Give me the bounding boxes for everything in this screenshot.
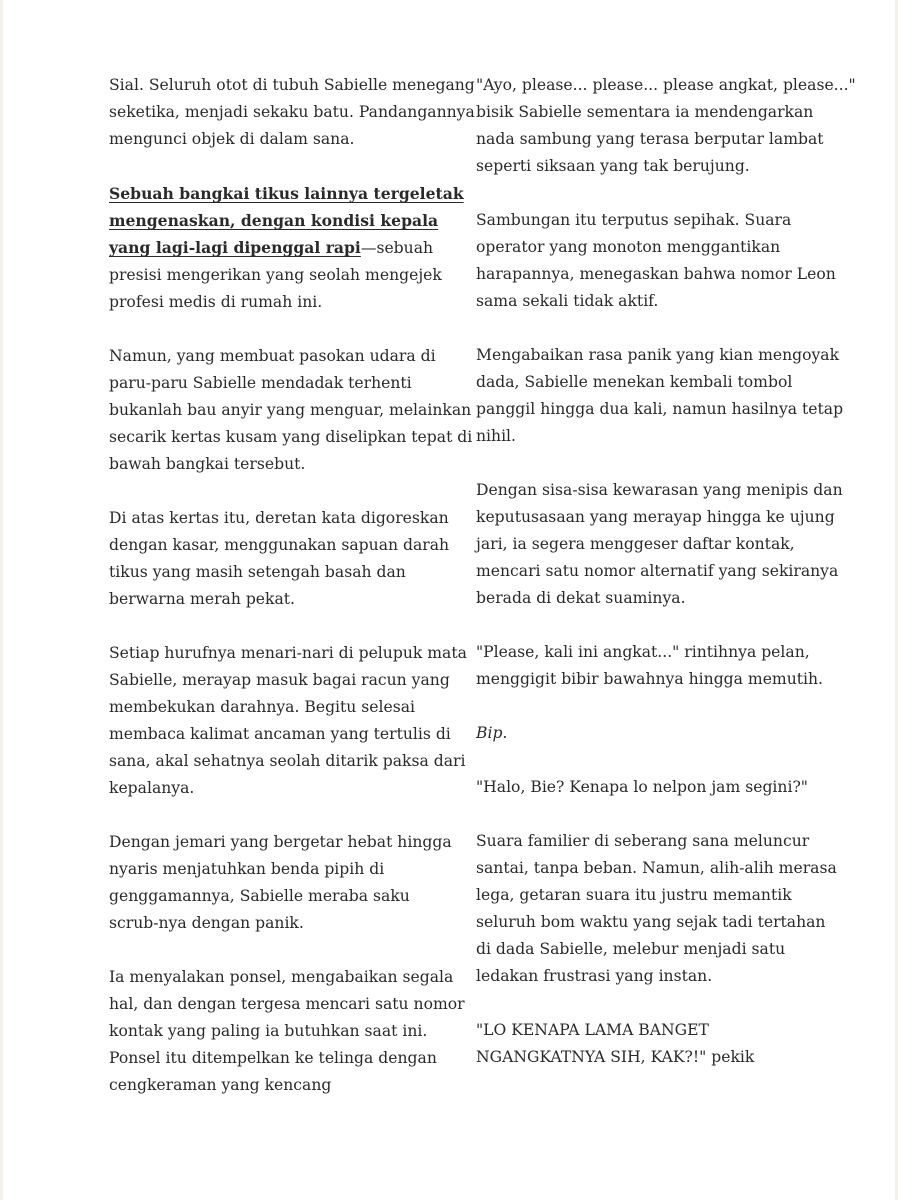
paragraph: [476, 828, 837, 990]
text-fragment: —sebuah: [360, 239, 434, 257]
text-line: sama sekali tidak aktif.: [476, 292, 659, 310]
text-line: panggil hingga dua kali, namun hasilnya tetap: [476, 400, 844, 418]
text-line: Setiap hurufnya menari-nari di pelupuk mata: [109, 644, 467, 662]
text-line: menggigit bibir bawahnya hingga memutih.: [476, 670, 824, 688]
text-line: harapannya, menegaskan bahwa nomor Leon: [476, 265, 836, 283]
paragraph: [476, 639, 824, 693]
text-line: bisik Sabielle sementara ia mendengarkan: [476, 103, 814, 121]
text-line: profesi medis di rumah ini.: [109, 293, 323, 311]
left-column: [109, 72, 475, 1126]
text-line: Sial. Seluruh otot di tubuh Sabielle menegang: [109, 76, 475, 94]
text-line: Suara familier di seberang sana meluncur: [476, 832, 810, 850]
paragraph: [109, 829, 452, 937]
paragraph: [109, 180, 464, 316]
text-line: lega, getaran suara itu justru memantik: [476, 886, 792, 904]
text-line: Dengan jemari yang bergetar hebat hingga: [109, 833, 452, 851]
text-line: seketika, menjadi sekaku batu. Pandangannya: [109, 103, 475, 121]
text-line: mengunci objek di dalam sana.: [109, 130, 355, 148]
text-line: jari, ia segera menggeser daftar kontak,: [476, 535, 795, 553]
text-line: ledakan frustrasi yang instan.: [476, 967, 713, 985]
emphasized-text: yang lagi-lagi dipenggal rapi: [109, 238, 361, 257]
paragraph: [476, 342, 844, 450]
text-line: Namun, yang membuat pasokan udara di: [109, 347, 436, 365]
paragraph: [109, 505, 450, 613]
text-line: seluruh bom waktu yang sejak tadi tertahan: [476, 913, 826, 931]
italic-text-line: Bip.: [476, 724, 508, 742]
document-page: [3, 0, 895, 1200]
text-line: membaca kalimat ancaman yang tertulis di: [109, 725, 451, 743]
text-line: tikus yang masih setengah basah dan: [109, 563, 406, 581]
text-line: "Halo, Bie? Kenapa lo nelpon jam segini?": [476, 778, 808, 796]
text-line: dengan kasar, menggunakan sapuan darah: [109, 536, 450, 554]
text-line: seperti siksaan yang tak berujung.: [476, 157, 750, 175]
text-line: membekukan darahnya. Begitu selesai: [109, 698, 416, 716]
text-line: Dengan sisa-sisa kewarasan yang menipis dan: [476, 481, 843, 499]
text-line: secarik kertas kusam yang diselipkan tepat di: [109, 428, 473, 446]
text-line: paru-paru Sabielle mendadak terhenti: [109, 374, 412, 392]
text-line: nada sambung yang terasa berputar lambat: [476, 130, 824, 148]
paragraph: [476, 720, 801, 747]
text-line: Ponsel itu ditempelkan ke telinga dengan: [109, 1049, 437, 1067]
paragraph: [476, 1017, 801, 1071]
text-line: bawah bangkai tersebut.: [109, 455, 306, 473]
text-line: presisi mengerikan yang seolah mengejek: [109, 266, 442, 284]
text-line: nihil.: [476, 427, 517, 445]
text-line: Sambungan itu terputus sepihak. Suara: [476, 211, 792, 229]
text-line: keputusasaan yang merayap hingga ke ujung: [476, 508, 835, 526]
paragraph: [476, 207, 836, 315]
text-line: santai, tanpa beban. Namun, alih-alih merasa: [476, 859, 837, 877]
paragraph: [109, 640, 467, 802]
emphasized-text-line: mengenaskan, dengan kondisi kepala: [109, 211, 439, 230]
text-line: berada di dekat suaminya.: [476, 589, 686, 607]
text-line: sana, akal sehatnya seolah ditarik paksa dari: [109, 752, 466, 770]
text-line: "Ayo, please... please... please angkat, please...": [476, 76, 856, 94]
text-line: mencari satu nomor alternatif yang sekiranya: [476, 562, 839, 580]
text-line: Ia menyalakan ponsel, mengabaikan segala: [109, 968, 454, 986]
text-line: Di atas kertas itu, deretan kata digoreskan: [109, 509, 449, 527]
text-line: [109, 234, 434, 262]
text-line: "LO KENAPA LAMA BANGET: [476, 1021, 709, 1039]
paragraph: [476, 774, 808, 801]
text-line: kepalanya.: [109, 779, 195, 797]
text-line: operator yang monoton menggantikan: [476, 238, 781, 256]
text-line: dada, Sabielle menekan kembali tombol: [476, 373, 793, 391]
text-line: nyaris menjatuhkan benda pipih di: [109, 860, 385, 878]
text-line: Mengabaikan rasa panik yang kian mengoyak: [476, 346, 840, 364]
text-line: "Please, kali ini angkat..." rintihnya pelan,: [476, 643, 810, 661]
text-line: Sabielle, merayap masuk bagai racun yang: [109, 671, 450, 689]
text-line: cengkeraman yang kencang: [109, 1076, 332, 1094]
paragraph: [476, 72, 856, 180]
text-line: bukanlah bau anyir yang menguar, melainkan: [109, 401, 472, 419]
text-line: di dada Sabielle, melebur menjadi satu: [476, 940, 786, 958]
text-line: scrub-nya dengan panik.: [109, 914, 304, 932]
paragraph: [476, 477, 843, 612]
text-line: genggamannya, Sabielle meraba saku: [109, 887, 410, 905]
text-line: NGANGKATNYA SIH, KAK?!" pekik: [476, 1048, 755, 1066]
text-line: berwarna merah pekat.: [109, 590, 296, 608]
right-column: [476, 72, 856, 1098]
paragraph: [109, 72, 475, 153]
text-line: kontak yang paling ia butuhkan saat ini.: [109, 1022, 428, 1040]
paragraph: [109, 964, 465, 1099]
paragraph: [109, 343, 473, 478]
text-line: hal, dan dengan tergesa mencari satu nomor: [109, 995, 465, 1013]
emphasized-text-line: Sebuah bangkai tikus lainnya tergeletak: [109, 184, 464, 203]
